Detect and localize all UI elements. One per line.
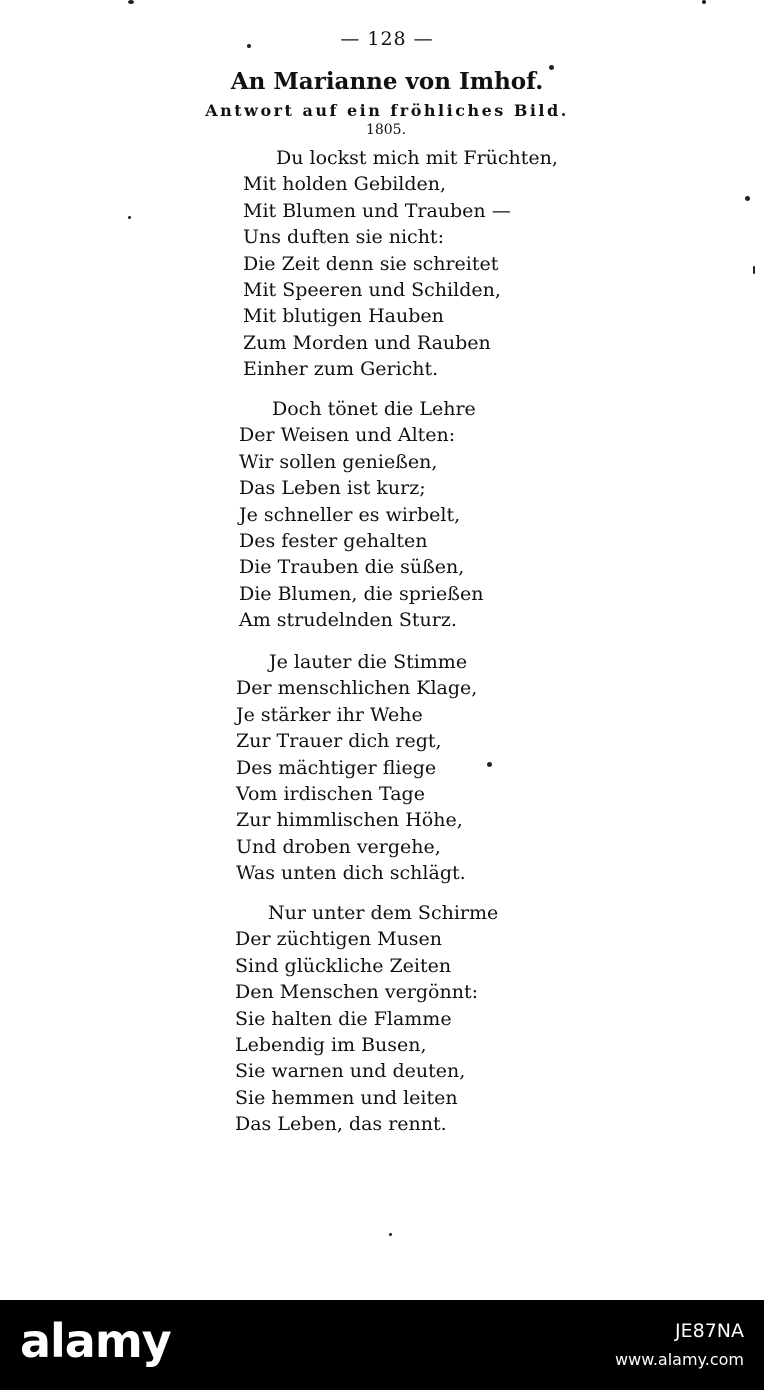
verse-line: Den Menschen vergönnt: bbox=[235, 981, 479, 1004]
verse-line: Zur Trauer dich regt, bbox=[236, 730, 442, 753]
stanza bbox=[235, 900, 498, 1138]
verse-line: Sie hemmen und leiten bbox=[235, 1086, 458, 1109]
scan-speck bbox=[702, 0, 706, 4]
stanza bbox=[239, 396, 483, 634]
verse-line: Nur unter dem Schirme bbox=[268, 902, 499, 924]
verse-line: Je schneller es wirbelt, bbox=[239, 503, 461, 526]
watermark-url: www.alamy.com bbox=[615, 1350, 744, 1369]
scan-speck bbox=[389, 1233, 392, 1236]
scan-speck bbox=[128, 0, 134, 4]
verse-line: Die Blumen, die sprießen bbox=[239, 582, 484, 605]
verse-line: Die Trauben die süßen, bbox=[239, 556, 465, 579]
poem-subtitle: Antwort auf ein fröhliches Bild. bbox=[205, 101, 569, 120]
poem-title: An Marianne von Imhof. bbox=[230, 68, 544, 95]
verse-line: Je stärker ihr Wehe bbox=[236, 703, 423, 726]
stanza bbox=[236, 649, 477, 887]
verse-line: Was unten dich schlägt. bbox=[236, 862, 466, 885]
verse-line: Sind glückliche Zeiten bbox=[235, 954, 452, 977]
verse-line: Einher zum Gericht. bbox=[243, 358, 439, 381]
verse-line: Je lauter die Stimme bbox=[269, 651, 468, 673]
verse-line: Des fester gehalten bbox=[239, 530, 428, 553]
verse-line: Zum Morden und Rauben bbox=[243, 331, 491, 354]
verse-line: Mit Speeren und Schilden, bbox=[243, 279, 501, 302]
scan-speck bbox=[247, 44, 251, 48]
alamy-logo: alamy bbox=[20, 1314, 171, 1368]
page-number: — 128 — bbox=[340, 28, 434, 50]
verse-line: Doch tönet die Lehre bbox=[272, 398, 476, 420]
verse-line: Mit blutigen Hauben bbox=[243, 305, 444, 328]
verse-line: Der menschlichen Klage, bbox=[236, 677, 478, 700]
verse-line: Mit holden Gebilden, bbox=[243, 173, 447, 196]
verse-line: Und droben vergehe, bbox=[236, 835, 441, 858]
scan-speck bbox=[128, 216, 131, 219]
verse-line: Sie warnen und deuten, bbox=[235, 1060, 466, 1083]
verse-line: Lebendig im Busen, bbox=[235, 1034, 427, 1057]
image-id: JE87NA bbox=[675, 1320, 744, 1342]
verse-line: Das Leben ist kurz; bbox=[239, 477, 426, 500]
verse-line: Der züchtigen Musen bbox=[235, 928, 443, 951]
scan-speck bbox=[745, 196, 750, 201]
verse-line: Vom irdischen Tage bbox=[236, 783, 425, 806]
verse-line: Der Weisen und Alten: bbox=[239, 424, 456, 447]
verse-line: Des mächtiger fliege bbox=[236, 756, 437, 779]
verse-line: Wir sollen genießen, bbox=[239, 450, 438, 473]
verse-line: Mit Blumen und Trauben — bbox=[243, 199, 511, 222]
verse-line: Uns duften sie nicht: bbox=[243, 226, 444, 249]
verse-line: Zur himmlischen Höhe, bbox=[236, 809, 463, 832]
poem-year: 1805. bbox=[365, 122, 407, 138]
stanza bbox=[243, 145, 558, 383]
scan-speck bbox=[549, 65, 554, 70]
verse-line: Am strudelnden Sturz. bbox=[239, 609, 457, 632]
verse-line: Sie halten die Flamme bbox=[235, 1007, 452, 1030]
watermark-bar bbox=[0, 1300, 764, 1390]
verse-line: Das Leben, das rennt. bbox=[235, 1113, 447, 1136]
verse-line: Du lockst mich mit Früchten, bbox=[276, 147, 558, 169]
scan-speck bbox=[487, 762, 492, 767]
scan-speck bbox=[753, 266, 755, 274]
verse-line: Die Zeit denn sie schreitet bbox=[243, 252, 499, 275]
